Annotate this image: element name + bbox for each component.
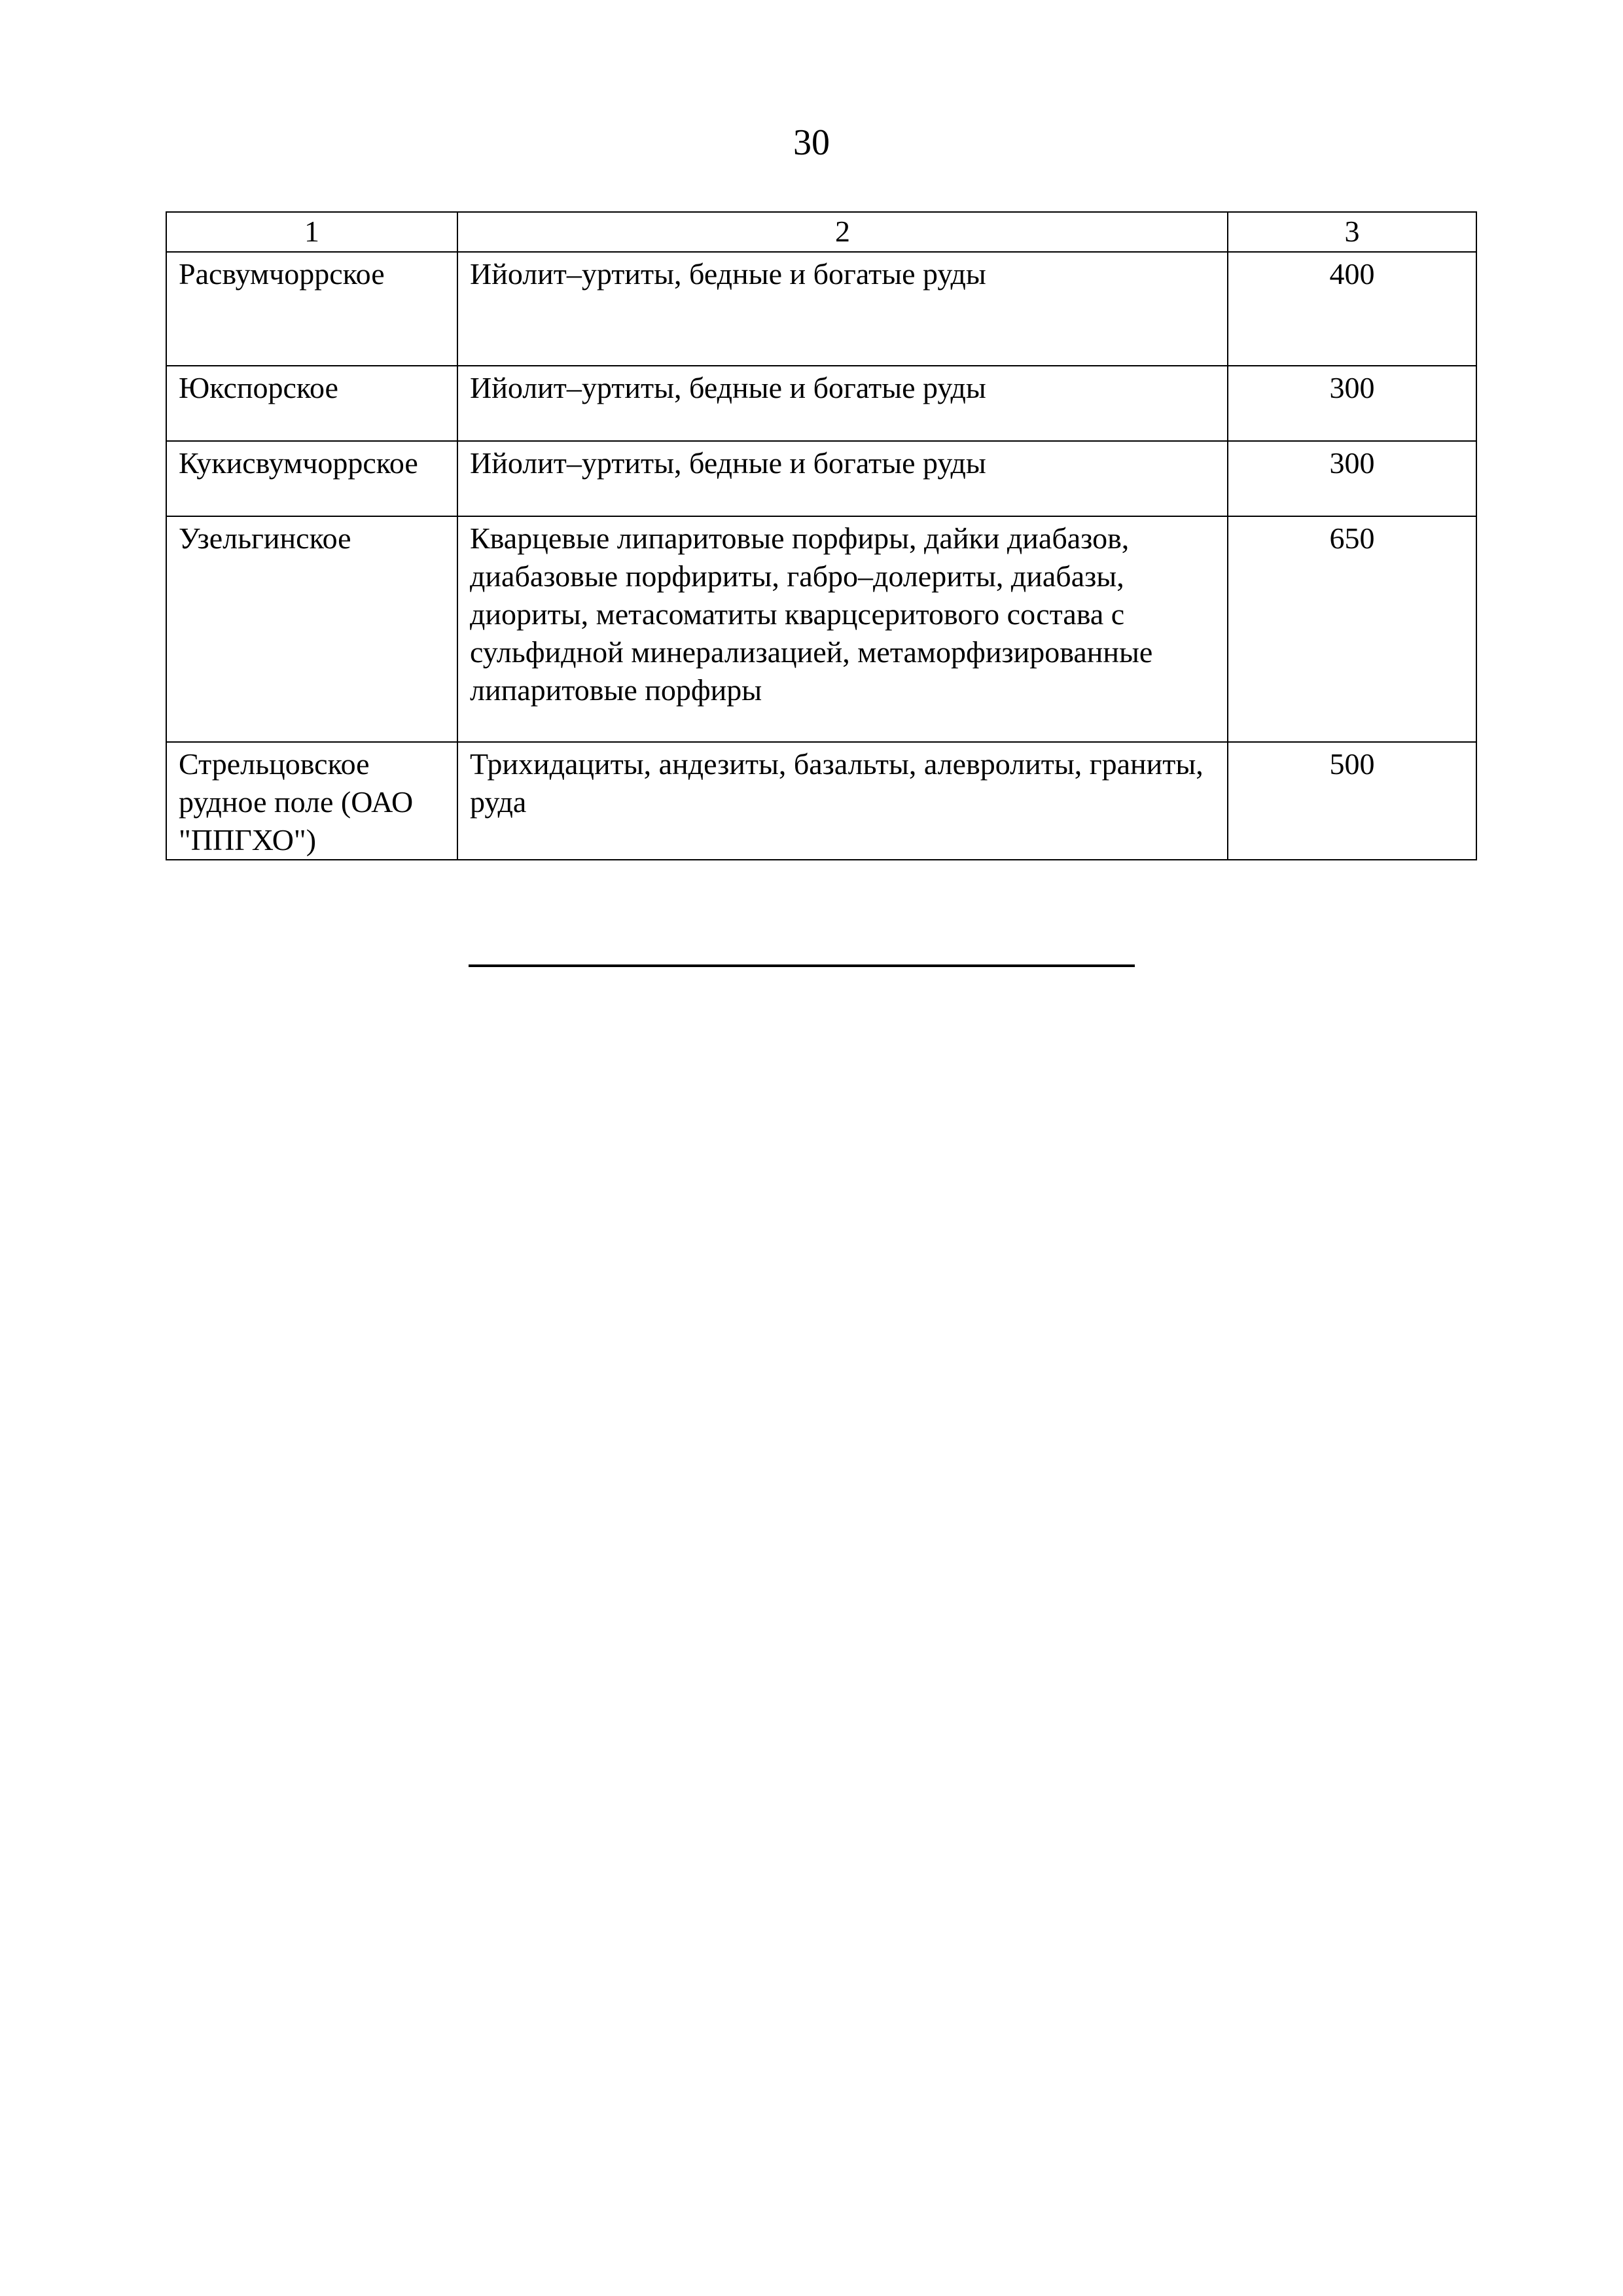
value-cell: 300 [1228,366,1476,441]
value-cell: 400 [1228,252,1476,366]
rocks-cell: Кварцевые липаритовые порфиры, дайки диабазов, диабазовые порфириты, габро–долериты, диабазы, диориты, метасоматиты кварцсеритового состава с сульфидной минерализацией, метаморфизированные липаритовые порфиры [457,516,1228,742]
end-rule [469,964,1135,967]
rocks-cell: Трихидациты, андезиты, базальты, алевролиты, граниты, руда [457,742,1228,860]
value-cell: 300 [1228,441,1476,516]
rocks-cell: Ийолит–уртиты, бедные и богатые руды [457,366,1228,441]
deposit-cell: Расвумчоррское [166,252,457,366]
value-cell: 500 [1228,742,1476,860]
table-row [166,252,1476,366]
deposit-cell: Юкспорское [166,366,457,441]
table-row [166,366,1476,441]
rocks-cell: Ийолит–уртиты, бедные и богатые руды [457,252,1228,366]
deposit-cell: Кукисвумчоррское [166,441,457,516]
deposit-cell: Стрельцовское рудное поле (ОАО "ППГХО") [166,742,457,860]
table-header-row [166,212,1476,252]
column-header-1: 1 [166,212,457,252]
table-row [166,516,1476,742]
rock-table [166,211,1477,860]
column-header-3: 3 [1228,212,1476,252]
deposit-cell: Узельгинское [166,516,457,742]
table-row [166,441,1476,516]
value-cell: 650 [1228,516,1476,742]
rocks-cell: Ийолит–уртиты, бедные и богатые руды [457,441,1228,516]
page-number: 30 [793,122,830,163]
column-header-2: 2 [457,212,1228,252]
table-row [166,742,1476,860]
